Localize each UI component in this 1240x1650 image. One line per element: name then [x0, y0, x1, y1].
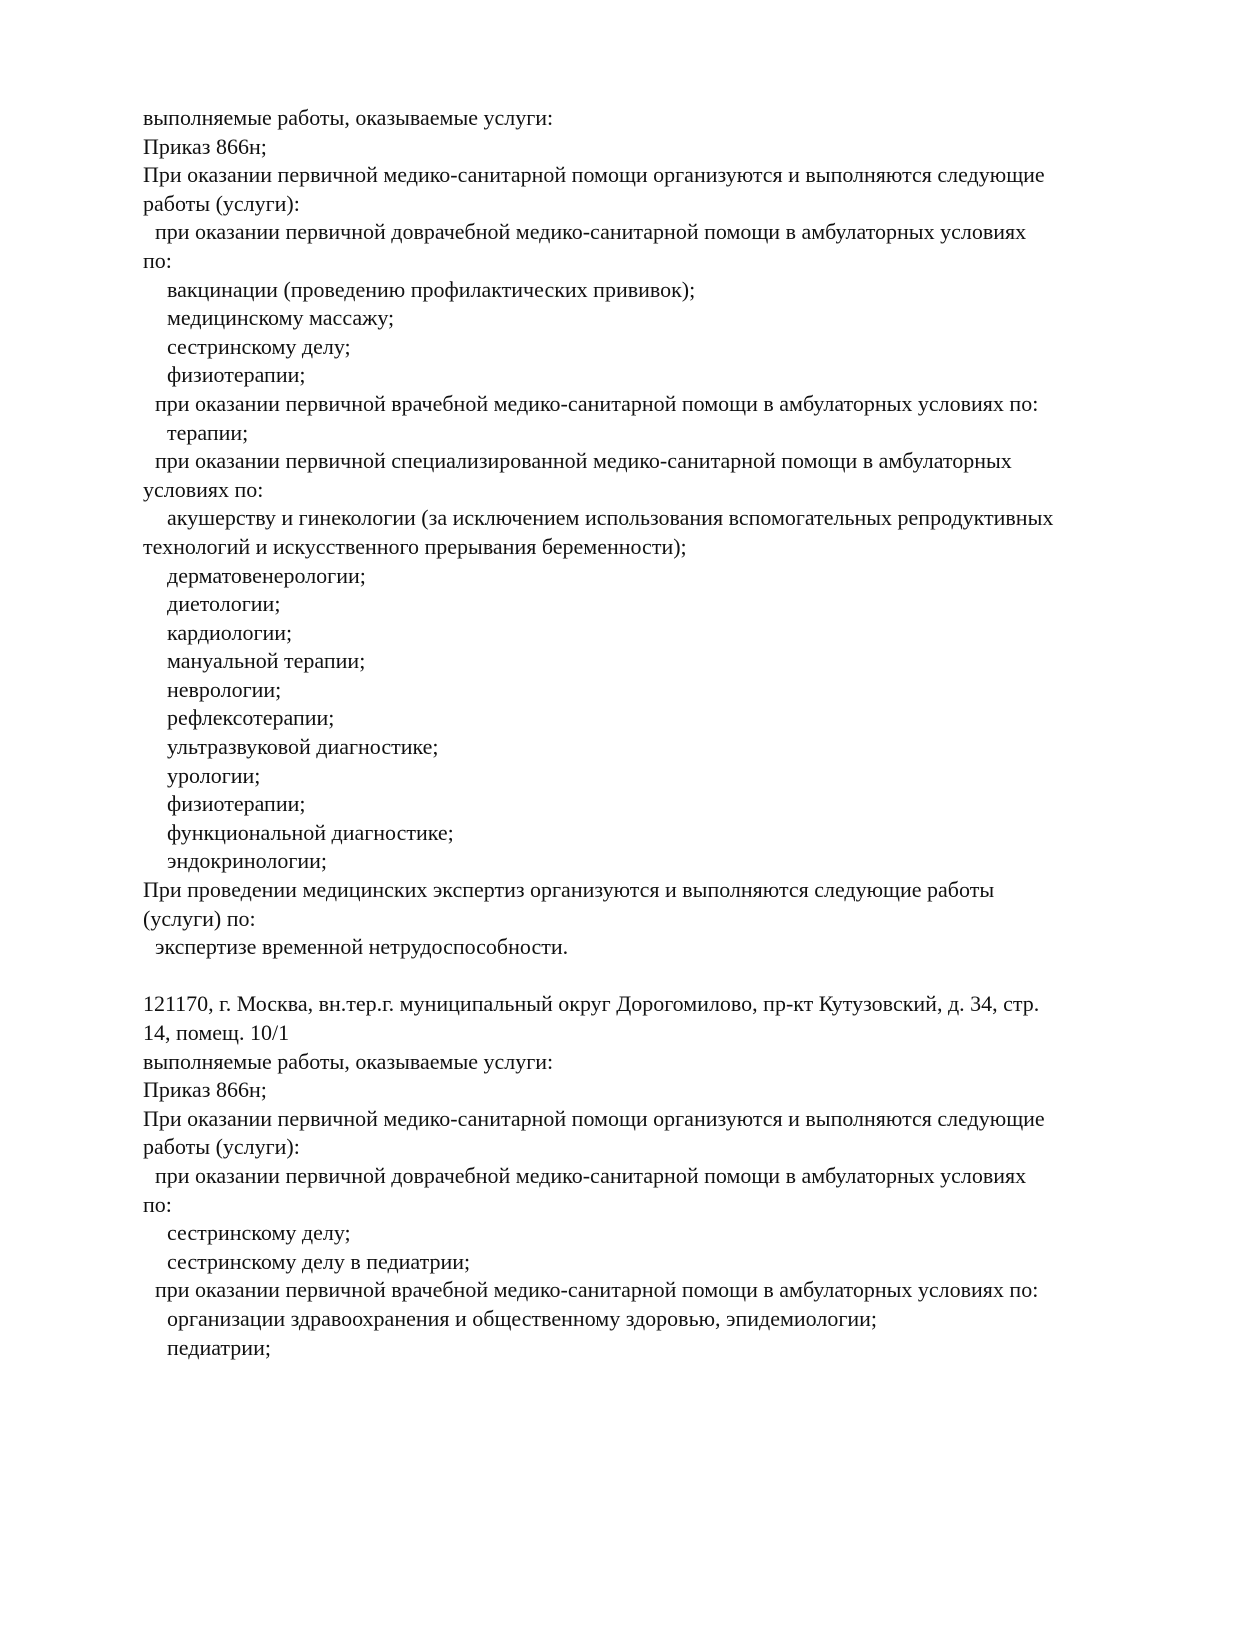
- list-item-line: функциональной диагностике;: [167, 819, 454, 845]
- list-item-line: медицинскому массажу;: [167, 305, 395, 331]
- list-item-line: диетологии;: [167, 591, 281, 617]
- subsection-heading-line: при оказании первичной врачебной медико-санитарной помощи в амбулаторных условиях по:: [155, 390, 1039, 416]
- list-item-line: сестринскому делу;: [167, 333, 351, 359]
- list-item-line: дерматовенерологии;: [167, 562, 366, 588]
- list-item-line: урологии;: [167, 762, 261, 788]
- order-reference-line: Приказ 866н;: [143, 1077, 267, 1103]
- paragraph-line: При оказании первичной медико-санитарной помощи организуются и выполняются следующие: [143, 1105, 1045, 1131]
- address-line: 14, помещ. 10/1: [143, 1020, 290, 1045]
- subsection-heading-line: при оказании первичной доврачебной медико-санитарной помощи в амбулаторных условиях: [155, 1162, 1027, 1188]
- subsection-heading-line: по:: [143, 247, 172, 273]
- list-item-line: физиотерапии;: [167, 362, 306, 388]
- blank-line: [143, 962, 1143, 991]
- list-item-line: неврологии;: [167, 676, 282, 702]
- paragraph-line: При оказании первичной медико-санитарной помощи организуются и выполняются следующие: [143, 162, 1045, 188]
- section-label-line: выполняемые работы, оказываемые услуги:: [143, 105, 554, 130]
- list-item-line: терапии;: [167, 419, 249, 445]
- list-item-line: рефлексотерапии;: [167, 705, 335, 731]
- order-reference-line: Приказ 866н;: [143, 133, 267, 159]
- subsection-heading-line: условиях по:: [143, 476, 264, 502]
- list-item-line: организации здравоохранения и общественному здоровью, эпидемиологии;: [167, 1305, 878, 1331]
- paragraph-line: работы (услуги):: [143, 190, 300, 216]
- paragraph-line: (услуги) по:: [143, 905, 256, 931]
- list-item-line: акушерству и гинекологии (за исключением использования вспомогательных репродуктивных: [167, 505, 1054, 531]
- section-label-line: выполняемые работы, оказываемые услуги:: [143, 1048, 554, 1074]
- list-item-line: технологий и искусственного прерывания беременности);: [143, 533, 687, 559]
- subsection-heading-line: при оказании первичной специализированной медико-санитарной помощи в амбулаторных: [155, 448, 1012, 474]
- list-item-line: вакцинации (проведению профилактических прививок);: [167, 276, 696, 302]
- list-item-line: ультразвуковой диагностике;: [167, 734, 439, 760]
- list-item-line: мануальной терапии;: [167, 648, 366, 674]
- paragraph-line: При проведении медицинских экспертиз организуются и выполняются следующие работы: [143, 877, 995, 903]
- list-item-line: сестринскому делу в педиатрии;: [167, 1248, 471, 1274]
- list-item-line: педиатрии;: [167, 1334, 271, 1360]
- address-line: 121170, г. Москва, вн.тер.г. муниципальный округ Дорогомилово, пр-кт Кутузовский, д. 34, стр.: [143, 991, 1040, 1017]
- paragraph-line: работы (услуги):: [143, 1134, 300, 1160]
- list-item-line: кардиологии;: [167, 619, 293, 645]
- subsection-heading-line: при оказании первичной доврачебной медико-санитарной помощи в амбулаторных условиях: [155, 219, 1027, 245]
- subsection-heading-line: по:: [143, 1191, 172, 1217]
- document-body: [143, 104, 1143, 1362]
- subsection-heading-line: при оказании первичной врачебной медико-санитарной помощи в амбулаторных условиях по:: [155, 1277, 1039, 1303]
- list-item-line: экспертизе временной нетрудоспособности.: [155, 934, 569, 960]
- list-item-line: эндокринологии;: [167, 848, 328, 874]
- list-item-line: сестринскому делу;: [167, 1220, 351, 1246]
- list-item-line: физиотерапии;: [167, 791, 306, 817]
